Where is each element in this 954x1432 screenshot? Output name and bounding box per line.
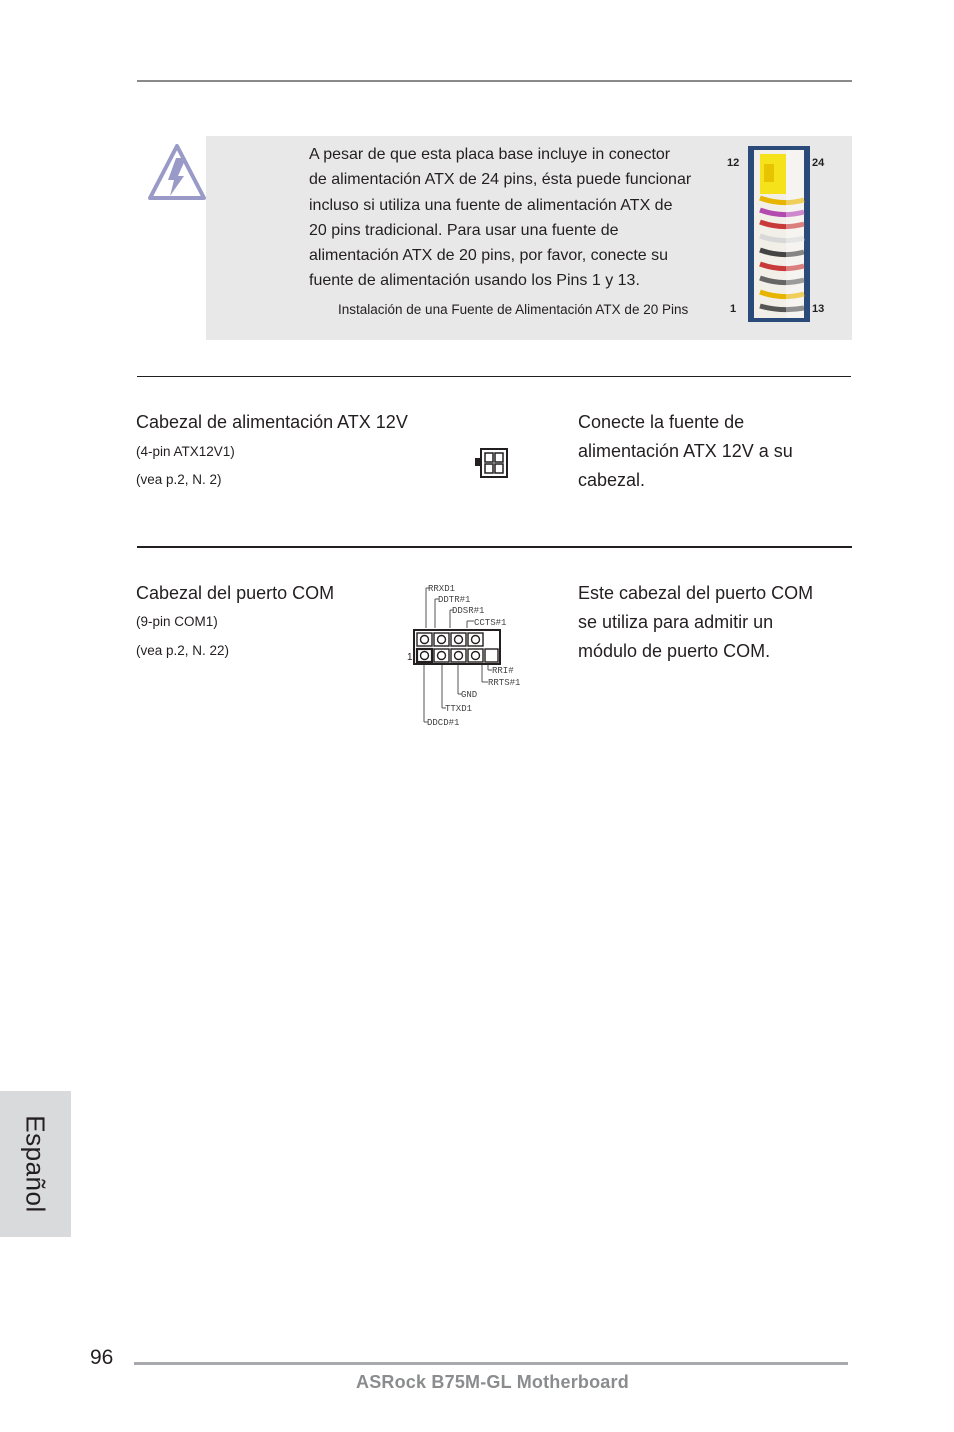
atx-connector-photo: [726, 146, 836, 324]
com-pin1-label: 1: [407, 652, 413, 663]
signal-label: CCTS#1: [474, 618, 507, 628]
note-line: alimentación ATX de 20 pins, por favor, conecte su: [309, 247, 669, 265]
note-line: 20 pins tradicional. Para usar una fuente de: [309, 221, 619, 239]
signal-label: GND: [461, 690, 478, 700]
atx12v-connector-icon: [474, 446, 510, 480]
atx12v-title: Cabezal de alimentación ATX 12V: [136, 412, 408, 432]
signal-label: DDTR#1: [438, 595, 471, 605]
desc-line: Conecte la fuente de: [578, 412, 745, 432]
pin-label-1: 1: [730, 303, 737, 315]
signal-label: RRTS#1: [488, 678, 521, 688]
com-pin-info: (9-pin COM1): [136, 614, 218, 629]
desc-line: se utiliza para admitir un: [578, 612, 774, 632]
language-tab: [0, 1091, 71, 1237]
footer-product-name: ASRock B75M-GL Motherboard: [356, 1372, 629, 1392]
note-line: A pesar de que esta placa base incluye in conector: [309, 146, 671, 163]
desc-line: alimentación ATX 12V a su: [578, 441, 793, 461]
atx12v-reference: (vea p.2, N. 2): [136, 472, 222, 487]
atx-connector-image: [726, 146, 836, 324]
pin-label-13: 13: [812, 303, 825, 315]
desc-line: Este cabezal del puerto COM: [578, 583, 814, 603]
warning-icon: [146, 142, 208, 204]
note-line: fuente de alimentación usando los Pins 1 y 13.: [309, 272, 640, 290]
note-line: incluso si utiliza una fuente de alimentación ATX de: [309, 196, 673, 214]
section-divider: [137, 546, 852, 548]
signal-label: DDSR#1: [452, 606, 485, 616]
note-line: de alimentación ATX de 24 pins, ésta puede funcionar: [309, 171, 692, 189]
pin-label-24: 24: [812, 157, 825, 169]
section-divider: [137, 376, 851, 377]
com-reference: (vea p.2, N. 22): [136, 643, 230, 658]
desc-line: módulo de puerto COM.: [578, 641, 771, 661]
page-number: 96: [90, 1346, 114, 1369]
signal-label: RRI#: [492, 666, 514, 676]
note-caption: Instalación de una Fuente de Alimentación ATX de 20 Pins: [338, 302, 689, 317]
atx12v-description: [578, 408, 848, 495]
signal-label: TTXD1: [445, 704, 473, 714]
com-description: [578, 579, 848, 666]
language-tab-label: Español: [20, 1115, 51, 1213]
signal-label: RRXD1: [428, 584, 456, 594]
note-text: [309, 142, 729, 294]
pin-label-12: 12: [727, 157, 740, 169]
footer-rule: [134, 1362, 848, 1365]
atx12v-pin-info: (4-pin ATX12V1): [136, 444, 235, 459]
signal-label: DDCD#1: [427, 718, 460, 728]
top-rule: [137, 80, 852, 82]
com-pinout-diagram: [404, 580, 528, 730]
com-title: Cabezal del puerto COM: [136, 583, 335, 603]
desc-line: cabezal.: [578, 470, 646, 490]
